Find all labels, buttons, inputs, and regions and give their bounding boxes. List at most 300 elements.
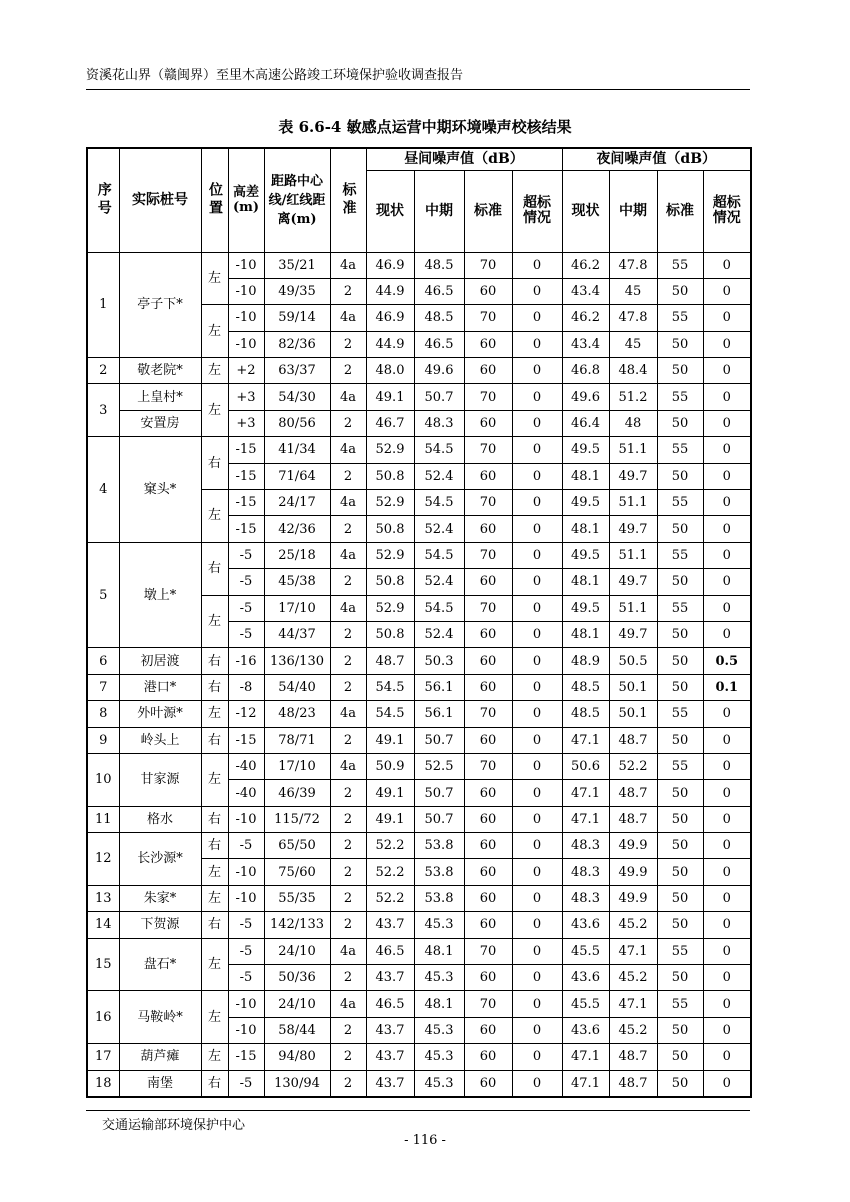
- cell-position: 左: [201, 595, 228, 648]
- cell-day-exceed: 0: [512, 701, 562, 727]
- cell-distance: 75/60: [264, 859, 330, 885]
- cell-night-std: 50: [657, 674, 703, 700]
- cell-position: 右: [201, 727, 228, 753]
- cell-day-exceed: 0: [512, 621, 562, 647]
- cell-day-std: 60: [464, 727, 512, 753]
- cell-distance: 115/72: [264, 806, 330, 832]
- cell-night-exceed: 0: [703, 965, 751, 991]
- cell-night-exceed: 0: [703, 1017, 751, 1043]
- table-row: [87, 437, 751, 463]
- cell-day-exceed: 0: [512, 912, 562, 938]
- cell-night-std: 55: [657, 384, 703, 410]
- cell-height: +2: [228, 358, 264, 384]
- cell-day-exceed: 0: [512, 384, 562, 410]
- cell-day-current: 46.5: [366, 938, 414, 964]
- cell-night-mid: 49.9: [609, 833, 657, 859]
- cell-night-mid: 48.7: [609, 806, 657, 832]
- table-row: [87, 701, 751, 727]
- cell-night-exceed: 0: [703, 331, 751, 357]
- cell-height: -10: [228, 1017, 264, 1043]
- cell-seq: 18: [87, 1070, 119, 1096]
- cell-height: -15: [228, 463, 264, 489]
- cell-night-current: 48.3: [562, 833, 609, 859]
- cell-night-current: 48.3: [562, 859, 609, 885]
- cell-day-mid: 52.4: [414, 621, 464, 647]
- cell-height: +3: [228, 384, 264, 410]
- cell-standard: 2: [330, 833, 366, 859]
- cell-seq: 12: [87, 833, 119, 886]
- cell-night-mid: 50.1: [609, 701, 657, 727]
- cell-distance: 45/38: [264, 569, 330, 595]
- cell-distance: 59/14: [264, 305, 330, 331]
- cell-day-mid: 48.3: [414, 410, 464, 436]
- cell-night-mid: 48: [609, 410, 657, 436]
- cell-night-mid: 51.1: [609, 490, 657, 516]
- cell-day-exceed: 0: [512, 410, 562, 436]
- cell-night-current: 47.1: [562, 727, 609, 753]
- cell-day-exceed: 0: [512, 542, 562, 568]
- table-row: [87, 938, 751, 964]
- cell-station: 盘石*: [119, 938, 201, 991]
- cell-night-current: 47.1: [562, 1044, 609, 1070]
- cell-station: 亭子下*: [119, 252, 201, 358]
- cell-night-exceed: 0.5: [703, 648, 751, 674]
- col-night-group: 夜间噪声值（dB）: [562, 148, 751, 170]
- cell-day-current: 54.5: [366, 701, 414, 727]
- cell-night-exceed: 0: [703, 463, 751, 489]
- cell-night-current: 43.6: [562, 965, 609, 991]
- cell-day-std: 60: [464, 1044, 512, 1070]
- cell-height: -8: [228, 674, 264, 700]
- cell-night-std: 55: [657, 305, 703, 331]
- cell-day-exceed: 0: [512, 305, 562, 331]
- cell-day-exceed: 0: [512, 674, 562, 700]
- cell-station: 上皇村*: [119, 384, 201, 410]
- cell-night-std: 50: [657, 410, 703, 436]
- cell-day-exceed: 0: [512, 278, 562, 304]
- cell-day-exceed: 0: [512, 753, 562, 779]
- cell-station: 甘家源: [119, 753, 201, 806]
- cell-night-exceed: 0: [703, 410, 751, 436]
- cell-night-exceed: 0: [703, 1044, 751, 1070]
- cell-standard: 4a: [330, 490, 366, 516]
- cell-night-exceed: 0: [703, 252, 751, 278]
- cell-day-std: 70: [464, 753, 512, 779]
- cell-position: 右: [201, 437, 228, 490]
- cell-night-exceed: 0: [703, 991, 751, 1017]
- cell-station: 敬老院*: [119, 358, 201, 384]
- cell-night-current: 48.1: [562, 516, 609, 542]
- cell-station: 长沙源*: [119, 833, 201, 886]
- cell-day-current: 48.0: [366, 358, 414, 384]
- cell-night-exceed: 0: [703, 569, 751, 595]
- cell-night-std: 55: [657, 542, 703, 568]
- cell-day-std: 70: [464, 701, 512, 727]
- cell-night-std: 50: [657, 278, 703, 304]
- cell-night-exceed: 0: [703, 358, 751, 384]
- cell-day-exceed: 0: [512, 595, 562, 621]
- cell-day-std: 70: [464, 991, 512, 1017]
- cell-height: -10: [228, 305, 264, 331]
- cell-night-std: 50: [657, 1044, 703, 1070]
- cell-day-mid: 54.5: [414, 490, 464, 516]
- table-row: [87, 648, 751, 674]
- cell-distance: 55/35: [264, 885, 330, 911]
- cell-seq: 4: [87, 437, 119, 543]
- cell-height: -10: [228, 278, 264, 304]
- col-night-mid: 中期: [609, 170, 657, 252]
- cell-night-mid: 50.5: [609, 648, 657, 674]
- cell-station: 外叶源*: [119, 701, 201, 727]
- cell-night-exceed: 0: [703, 305, 751, 331]
- cell-distance: 42/36: [264, 516, 330, 542]
- cell-position: 右: [201, 806, 228, 832]
- cell-day-mid: 54.5: [414, 542, 464, 568]
- cell-day-mid: 45.3: [414, 912, 464, 938]
- col-night-current: 现状: [562, 170, 609, 252]
- cell-standard: 2: [330, 674, 366, 700]
- cell-day-current: 48.7: [366, 648, 414, 674]
- cell-standard: 2: [330, 516, 366, 542]
- cell-height: -15: [228, 490, 264, 516]
- cell-day-exceed: 0: [512, 569, 562, 595]
- cell-day-mid: 52.4: [414, 463, 464, 489]
- cell-distance: 17/10: [264, 753, 330, 779]
- cell-position: 左: [201, 701, 228, 727]
- table-row: [87, 833, 751, 859]
- cell-standard: 2: [330, 965, 366, 991]
- cell-day-exceed: 0: [512, 1070, 562, 1096]
- table-row: [87, 1044, 751, 1070]
- cell-standard: 4a: [330, 701, 366, 727]
- cell-height: -10: [228, 991, 264, 1017]
- cell-night-exceed: 0: [703, 490, 751, 516]
- cell-night-current: 50.6: [562, 753, 609, 779]
- cell-height: +3: [228, 410, 264, 436]
- cell-height: -15: [228, 437, 264, 463]
- cell-distance: 136/130: [264, 648, 330, 674]
- col-day-std: 标准: [464, 170, 512, 252]
- cell-position: 左: [201, 859, 228, 885]
- cell-standard: 2: [330, 410, 366, 436]
- cell-day-exceed: 0: [512, 516, 562, 542]
- table-row: [87, 912, 751, 938]
- cell-night-mid: 48.7: [609, 780, 657, 806]
- cell-position: 右: [201, 912, 228, 938]
- cell-seq: 7: [87, 674, 119, 700]
- cell-night-current: 43.6: [562, 912, 609, 938]
- cell-height: -5: [228, 938, 264, 964]
- cell-day-mid: 50.3: [414, 648, 464, 674]
- cell-night-std: 50: [657, 516, 703, 542]
- table-row: [87, 674, 751, 700]
- cell-station: 初居渡: [119, 648, 201, 674]
- cell-night-std: 50: [657, 358, 703, 384]
- col-station: 实际桩号: [119, 148, 201, 252]
- cell-distance: 58/44: [264, 1017, 330, 1043]
- cell-day-exceed: 0: [512, 833, 562, 859]
- table-row: [87, 358, 751, 384]
- cell-day-mid: 53.8: [414, 833, 464, 859]
- col-night-exceed: 超标情况: [703, 170, 751, 252]
- cell-night-current: 47.1: [562, 806, 609, 832]
- cell-standard: 4a: [330, 595, 366, 621]
- cell-night-mid: 48.4: [609, 358, 657, 384]
- cell-height: -10: [228, 859, 264, 885]
- cell-night-exceed: 0: [703, 938, 751, 964]
- cell-distance: 63/37: [264, 358, 330, 384]
- cell-day-std: 60: [464, 674, 512, 700]
- cell-day-std: 70: [464, 938, 512, 964]
- cell-height: -10: [228, 252, 264, 278]
- cell-night-std: 50: [657, 885, 703, 911]
- cell-day-std: 60: [464, 278, 512, 304]
- cell-height: -5: [228, 621, 264, 647]
- cell-distance: 71/64: [264, 463, 330, 489]
- cell-height: -16: [228, 648, 264, 674]
- cell-day-current: 46.5: [366, 991, 414, 1017]
- cell-night-current: 48.1: [562, 569, 609, 595]
- cell-height: -15: [228, 1044, 264, 1070]
- cell-seq: 15: [87, 938, 119, 991]
- table-row: [87, 727, 751, 753]
- cell-night-exceed: 0: [703, 516, 751, 542]
- cell-night-current: 48.5: [562, 701, 609, 727]
- cell-day-std: 70: [464, 384, 512, 410]
- cell-day-std: 60: [464, 780, 512, 806]
- cell-night-std: 55: [657, 701, 703, 727]
- cell-day-exceed: 0: [512, 331, 562, 357]
- cell-day-exceed: 0: [512, 252, 562, 278]
- cell-night-std: 55: [657, 252, 703, 278]
- cell-day-exceed: 0: [512, 965, 562, 991]
- noise-results-table: [86, 147, 752, 1098]
- cell-night-exceed: 0: [703, 621, 751, 647]
- cell-night-current: 46.2: [562, 305, 609, 331]
- cell-seq: 6: [87, 648, 119, 674]
- cell-standard: 4a: [330, 384, 366, 410]
- cell-station: 南堡: [119, 1070, 201, 1096]
- cell-position: 左: [201, 358, 228, 384]
- cell-day-current: 44.9: [366, 331, 414, 357]
- table-row: [87, 806, 751, 832]
- cell-height: -15: [228, 516, 264, 542]
- cell-day-current: 46.9: [366, 252, 414, 278]
- cell-standard: 4a: [330, 305, 366, 331]
- cell-night-exceed: 0: [703, 1070, 751, 1096]
- cell-day-std: 60: [464, 463, 512, 489]
- cell-distance: 35/21: [264, 252, 330, 278]
- cell-night-mid: 51.2: [609, 384, 657, 410]
- cell-night-current: 46.4: [562, 410, 609, 436]
- cell-night-current: 46.2: [562, 252, 609, 278]
- cell-distance: 48/23: [264, 701, 330, 727]
- cell-night-current: 45.5: [562, 938, 609, 964]
- cell-night-mid: 50.1: [609, 674, 657, 700]
- cell-seq: 5: [87, 542, 119, 648]
- cell-position: 左: [201, 991, 228, 1044]
- table-row: [87, 410, 751, 436]
- cell-day-std: 70: [464, 595, 512, 621]
- cell-night-mid: 51.1: [609, 542, 657, 568]
- cell-day-current: 52.9: [366, 595, 414, 621]
- cell-day-exceed: 0: [512, 885, 562, 911]
- cell-station: 马鞍岭*: [119, 991, 201, 1044]
- cell-position: 左: [201, 490, 228, 543]
- cell-position: 左: [201, 753, 228, 806]
- cell-night-exceed: 0: [703, 384, 751, 410]
- cell-day-mid: 48.1: [414, 991, 464, 1017]
- cell-day-mid: 45.3: [414, 1044, 464, 1070]
- cell-night-mid: 45.2: [609, 912, 657, 938]
- cell-height: -5: [228, 542, 264, 568]
- cell-night-exceed: 0: [703, 542, 751, 568]
- table-row: [87, 252, 751, 278]
- cell-seq: 1: [87, 252, 119, 358]
- cell-day-std: 60: [464, 569, 512, 595]
- cell-night-std: 55: [657, 938, 703, 964]
- cell-day-mid: 50.7: [414, 727, 464, 753]
- cell-night-exceed: 0.1: [703, 674, 751, 700]
- cell-night-mid: 47.1: [609, 991, 657, 1017]
- cell-standard: 2: [330, 806, 366, 832]
- page-number: - 116 -: [404, 1133, 446, 1148]
- cell-day-mid: 53.8: [414, 859, 464, 885]
- cell-day-std: 60: [464, 648, 512, 674]
- cell-day-current: 49.1: [366, 806, 414, 832]
- cell-station: 下贺源: [119, 912, 201, 938]
- cell-day-std: 60: [464, 1070, 512, 1096]
- cell-day-current: 43.7: [366, 965, 414, 991]
- cell-position: 右: [201, 833, 228, 859]
- cell-day-current: 44.9: [366, 278, 414, 304]
- cell-night-current: 48.9: [562, 648, 609, 674]
- cell-night-current: 48.5: [562, 674, 609, 700]
- cell-night-std: 55: [657, 490, 703, 516]
- cell-day-exceed: 0: [512, 648, 562, 674]
- cell-distance: 94/80: [264, 1044, 330, 1070]
- cell-position: 左: [201, 1044, 228, 1070]
- cell-seq: 14: [87, 912, 119, 938]
- cell-height: -10: [228, 885, 264, 911]
- cell-day-exceed: 0: [512, 806, 562, 832]
- cell-position: 右: [201, 674, 228, 700]
- cell-night-mid: 48.7: [609, 727, 657, 753]
- table-row: [87, 991, 751, 1017]
- cell-night-mid: 48.7: [609, 1070, 657, 1096]
- cell-night-current: 43.6: [562, 1017, 609, 1043]
- cell-day-std: 60: [464, 516, 512, 542]
- cell-seq: 8: [87, 701, 119, 727]
- cell-standard: 2: [330, 278, 366, 304]
- cell-day-mid: 56.1: [414, 701, 464, 727]
- cell-day-mid: 50.7: [414, 806, 464, 832]
- table-row: [87, 885, 751, 911]
- cell-seq: 11: [87, 806, 119, 832]
- cell-night-std: 50: [657, 621, 703, 647]
- cell-night-mid: 47.8: [609, 305, 657, 331]
- cell-night-std: 55: [657, 437, 703, 463]
- cell-distance: 54/40: [264, 674, 330, 700]
- cell-distance: 82/36: [264, 331, 330, 357]
- cell-night-mid: 49.7: [609, 569, 657, 595]
- col-position: 位置: [201, 148, 228, 252]
- cell-day-std: 60: [464, 806, 512, 832]
- cell-night-std: 50: [657, 727, 703, 753]
- cell-standard: 4a: [330, 252, 366, 278]
- cell-night-current: 48.1: [562, 463, 609, 489]
- cell-night-std: 55: [657, 595, 703, 621]
- cell-position: 左: [201, 885, 228, 911]
- cell-day-std: 60: [464, 1017, 512, 1043]
- cell-height: -5: [228, 912, 264, 938]
- cell-day-current: 52.9: [366, 542, 414, 568]
- cell-day-current: 52.2: [366, 859, 414, 885]
- cell-day-std: 70: [464, 252, 512, 278]
- cell-day-exceed: 0: [512, 1017, 562, 1043]
- col-day-mid: 中期: [414, 170, 464, 252]
- col-standard: 标准: [330, 148, 366, 252]
- cell-day-mid: 52.5: [414, 753, 464, 779]
- cell-night-mid: 52.2: [609, 753, 657, 779]
- cell-seq: 2: [87, 358, 119, 384]
- cell-night-mid: 45: [609, 278, 657, 304]
- cell-station: 窠头*: [119, 437, 201, 543]
- cell-day-current: 43.7: [366, 912, 414, 938]
- cell-night-std: 50: [657, 331, 703, 357]
- col-day-group: 昼间噪声值（dB）: [366, 148, 562, 170]
- cell-distance: 44/37: [264, 621, 330, 647]
- cell-night-current: 43.4: [562, 331, 609, 357]
- cell-day-mid: 45.3: [414, 1070, 464, 1096]
- cell-day-exceed: 0: [512, 938, 562, 964]
- cell-seq: 16: [87, 991, 119, 1044]
- cell-day-current: 43.7: [366, 1017, 414, 1043]
- cell-seq: 13: [87, 885, 119, 911]
- cell-height: -10: [228, 331, 264, 357]
- col-day-exceed: 超标情况: [512, 170, 562, 252]
- cell-night-current: 49.6: [562, 384, 609, 410]
- cell-day-current: 52.9: [366, 437, 414, 463]
- cell-distance: 24/10: [264, 991, 330, 1017]
- cell-distance: 49/35: [264, 278, 330, 304]
- footer-org: 交通运输部环境保护中心: [102, 1118, 246, 1133]
- cell-day-current: 54.5: [366, 674, 414, 700]
- cell-night-exceed: 0: [703, 278, 751, 304]
- cell-height: -5: [228, 595, 264, 621]
- cell-night-mid: 47.8: [609, 252, 657, 278]
- cell-night-std: 50: [657, 780, 703, 806]
- cell-standard: 2: [330, 780, 366, 806]
- cell-distance: 46/39: [264, 780, 330, 806]
- cell-night-std: 55: [657, 753, 703, 779]
- cell-seq: 10: [87, 753, 119, 806]
- cell-night-mid: 49.7: [609, 463, 657, 489]
- cell-day-std: 60: [464, 885, 512, 911]
- table-caption: 表 6.6-4 敏感点运营中期环境噪声校核结果: [278, 118, 572, 136]
- cell-day-mid: 56.1: [414, 674, 464, 700]
- cell-height: -40: [228, 753, 264, 779]
- cell-standard: 4a: [330, 753, 366, 779]
- cell-distance: 54/30: [264, 384, 330, 410]
- cell-night-std: 50: [657, 1017, 703, 1043]
- cell-night-current: 49.5: [562, 595, 609, 621]
- cell-height: -15: [228, 727, 264, 753]
- cell-night-exceed: 0: [703, 885, 751, 911]
- cell-day-mid: 50.7: [414, 384, 464, 410]
- cell-day-current: 43.7: [366, 1070, 414, 1096]
- cell-day-mid: 45.3: [414, 1017, 464, 1043]
